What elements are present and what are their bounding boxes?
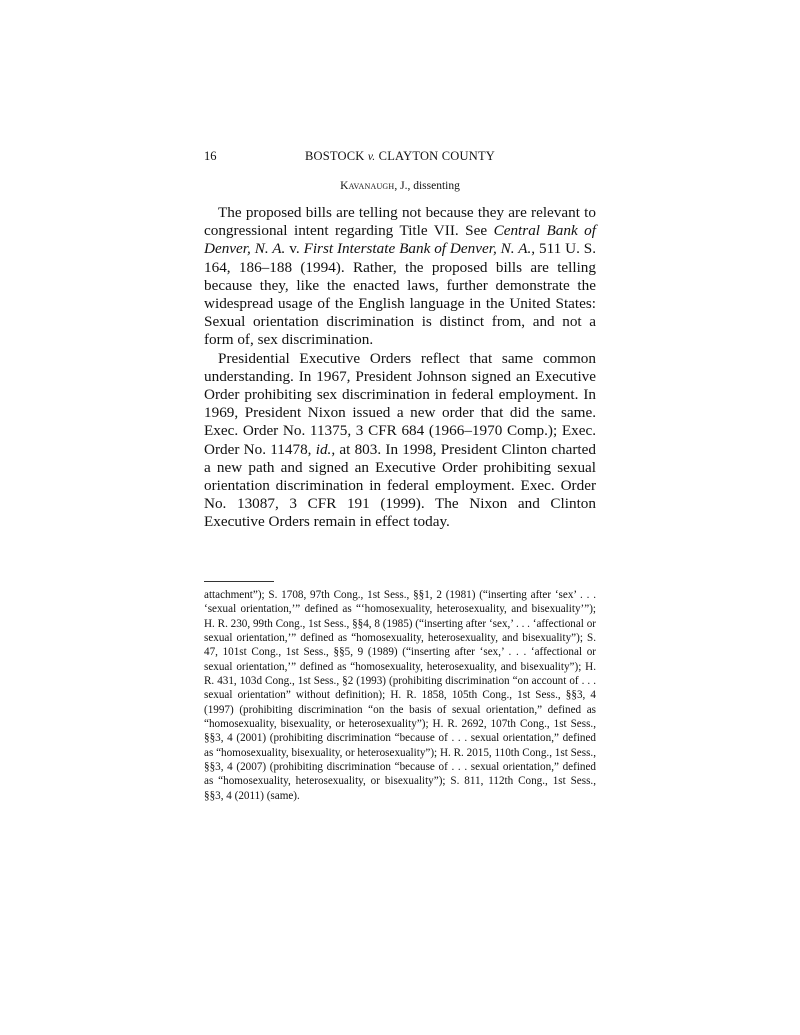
paragraph-text: v. — [285, 240, 304, 258]
paragraph-proposed-bills — [204, 204, 596, 350]
paragraph-executive-orders — [204, 350, 596, 532]
running-head — [204, 149, 596, 164]
author-suffix: , J., dissenting — [394, 180, 460, 192]
id-citation: id. — [315, 440, 332, 458]
opinion-body — [204, 204, 596, 532]
opinion-author-line — [204, 180, 596, 192]
case-title-versus: v. — [367, 151, 376, 163]
paragraph-text: The proposed bills are telling not because they are relevant to congressional intent regarding Title VII. See — [204, 204, 596, 240]
author-name: Kavanaugh — [340, 180, 395, 192]
page-number: 16 — [204, 149, 217, 163]
paragraph-text: , at 803. In 1998, President Clinton charted a new path and signed an Executive Order prohibiting sexual orientation discrimination in federal employment. Exec. Order No. 13087, 3 CFR 191 (1999). The Nixon and Clinton Executive Orders remain in effect today. — [204, 440, 596, 531]
case-title-post: CLAYTON COUNTY — [375, 149, 496, 163]
footnote-continuation: attachment”); S. 1708, 97th Cong., 1st Sess., §§1, 2 (1981) (“inserting after ‘sex’ . . . ‘sexual orientation,’” defined as “‘homosexuality, heterosexuality, and bisexuality’”); H. R. 230, 99th Cong., 1st Sess., §§4, 8 (1985) (“inserting after ‘sex,’ . . . ‘affectional or sexual orientation,’” defined as “homosexuality, heterosexuality, and bisexuality”); S. 47, 101st Cong., 1st Sess., §§5, 9 (1989) (“inserting after ‘sex,’ . . . ‘affectional or sexual orientation,’” defined as “homosexuality, heterosexuality, and bisexuality”); H. R. 431, 103d Cong., 1st Sess., §2 (1993) (prohibiting discrimination “on account of . . . sexual orientation” without definition); H. R. 1858, 105th Cong., 1st Sess., §§3, 4 (1997) (prohibiting discrimination “on the basis of sexual orientation,” defined as “homosexuality, bisexuality, or heterosexuality”); H. R. 2692, 107th Cong., 1st Sess., §§3, 4 (2001) (prohibiting discrimination “because of . . . sexual orientation,” defined as “homosexuality, bisexuality, or heterosexuality”); H. R. 2015, 110th Cong., 1st Sess., §§3, 4 (2007) (prohibiting discrimination “because of . . . sexual orientation,” defined as “homosexuality, heterosexuality, or bisexuality”); S. 811, 112th Cong., 1st Sess., §§3, 4 (2011) (same). — [204, 589, 596, 802]
footnote-divider — [204, 581, 274, 582]
paragraph-text: , 511 U. S. 164, 186–188 (1994). Rather, the proposed bills are telling because they, like the enacted laws, further demonstrate the widespread usage of the English language in the United States: Sexual orientation discrimination is distinct from, and not a form of, sex discrimination. — [204, 240, 597, 349]
case-citation: Central Bank of Denver, N. A. — [204, 222, 596, 258]
paragraph-text: Presidential Executive Orders reflect that same common understanding. In 1967, President Johnson signed an Executive Order prohibiting sex discrimination in federal employment. In 1969, President Nixon issued a new order that did the same. Exec. Order No. 11375, 3 CFR 684 (1966–1970 Comp.); Exec. Order No. 11478, — [204, 349, 596, 458]
case-title-pre: BOSTOCK — [304, 149, 368, 163]
case-citation: First Interstate Bank of Denver, N. A. — [303, 240, 532, 258]
